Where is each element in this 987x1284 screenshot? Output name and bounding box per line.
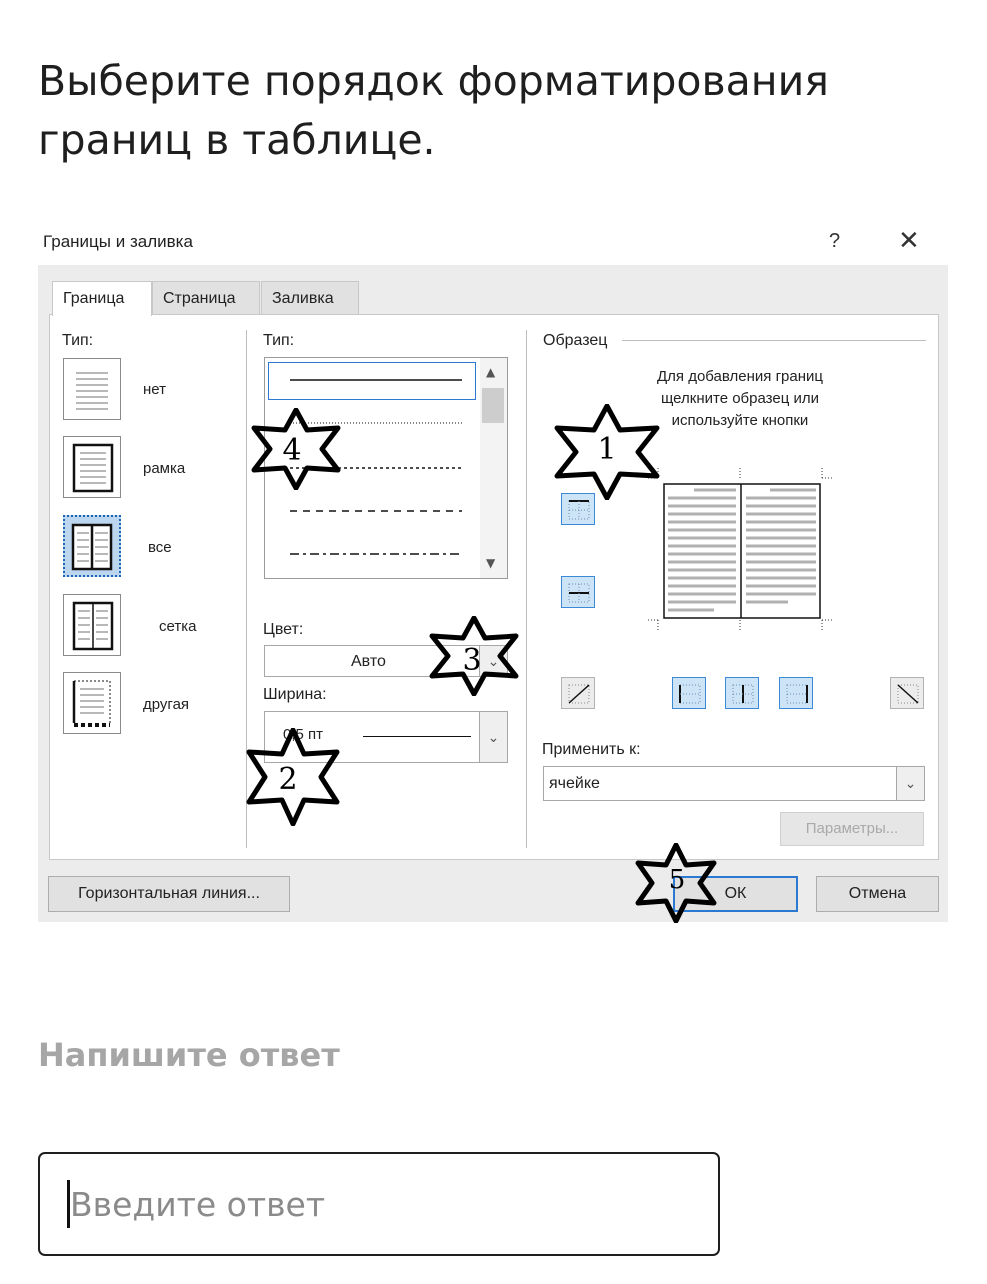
- options-button[interactable]: Параметры...: [780, 812, 924, 846]
- chevron-down-icon[interactable]: ⌄: [896, 767, 924, 800]
- preset-grid-label[interactable]: сетка: [159, 618, 197, 635]
- chevron-down-icon[interactable]: ⌄: [479, 646, 507, 676]
- preset-all-icon[interactable]: [63, 515, 121, 577]
- cancel-button[interactable]: Отмена: [816, 876, 939, 912]
- apply-to-select[interactable]: [543, 766, 925, 801]
- preset-none-label[interactable]: нет: [143, 381, 166, 398]
- width-value: 0,5 пт: [283, 726, 324, 743]
- marker-4-label: 4: [282, 433, 302, 468]
- scroll-up-icon[interactable]: ▲: [486, 365, 496, 379]
- help-icon[interactable]: ?: [829, 230, 841, 252]
- preset-grid-icon[interactable]: [63, 594, 121, 656]
- marker-2-label: 2: [278, 762, 298, 797]
- width-line-sample: [363, 736, 471, 737]
- column-separator: [526, 330, 527, 848]
- text-caret: [67, 1180, 70, 1228]
- tab-border[interactable]: Граница: [52, 281, 152, 316]
- scroll-down-icon[interactable]: ▼: [486, 556, 496, 570]
- preset-custom-icon[interactable]: [63, 672, 121, 734]
- tab-page-border[interactable]: Страница: [152, 281, 260, 315]
- preview-table[interactable]: [648, 466, 838, 632]
- preset-all-label[interactable]: все: [148, 539, 172, 556]
- style-heading: Тип:: [263, 332, 295, 349]
- preview-heading: Образец: [543, 332, 608, 349]
- horizontal-line-button[interactable]: Горизонтальная линия...: [48, 876, 290, 912]
- diagonal-up-border-button[interactable]: [561, 677, 595, 709]
- apply-to-label: Применить к:: [542, 741, 641, 758]
- preview-hint: Для добавления границ щелкните образец или используйте кнопки: [657, 368, 823, 429]
- inside-horizontal-border-button[interactable]: [561, 576, 595, 608]
- ok-button[interactable]: ОК: [673, 876, 798, 912]
- chevron-down-icon[interactable]: ⌄: [479, 712, 507, 762]
- width-label: Ширина:: [263, 686, 327, 703]
- diagonal-down-border-button[interactable]: [890, 677, 924, 709]
- scrollbar-thumb[interactable]: [482, 388, 504, 423]
- apply-to-value: ячейке: [549, 775, 600, 792]
- preset-none-icon[interactable]: [63, 358, 121, 420]
- presets-heading: Тип:: [62, 332, 94, 349]
- marker-5-label: 5: [668, 865, 686, 895]
- preset-box-label[interactable]: рамка: [143, 460, 186, 477]
- color-label: Цвет:: [263, 621, 304, 638]
- close-icon[interactable]: ✕: [898, 226, 920, 256]
- color-value: Авто: [351, 653, 386, 670]
- dialog-title: Границы и заливка: [43, 232, 193, 251]
- preset-custom-label[interactable]: другая: [143, 696, 190, 713]
- preset-box-icon[interactable]: [63, 436, 121, 498]
- right-border-button[interactable]: [779, 677, 813, 709]
- inside-vertical-border-button[interactable]: [725, 677, 759, 709]
- answer-input[interactable]: [38, 1152, 720, 1256]
- preview-heading-line: [622, 340, 926, 341]
- marker-1-label: 1: [597, 432, 617, 467]
- answer-label: Напишите ответ: [38, 1036, 340, 1074]
- question-text: Выберите порядок форматирования границ в таблице.: [38, 57, 829, 164]
- left-border-button[interactable]: [672, 677, 706, 709]
- marker-3-label: 3: [462, 643, 482, 678]
- tab-shading[interactable]: Заливка: [261, 281, 359, 315]
